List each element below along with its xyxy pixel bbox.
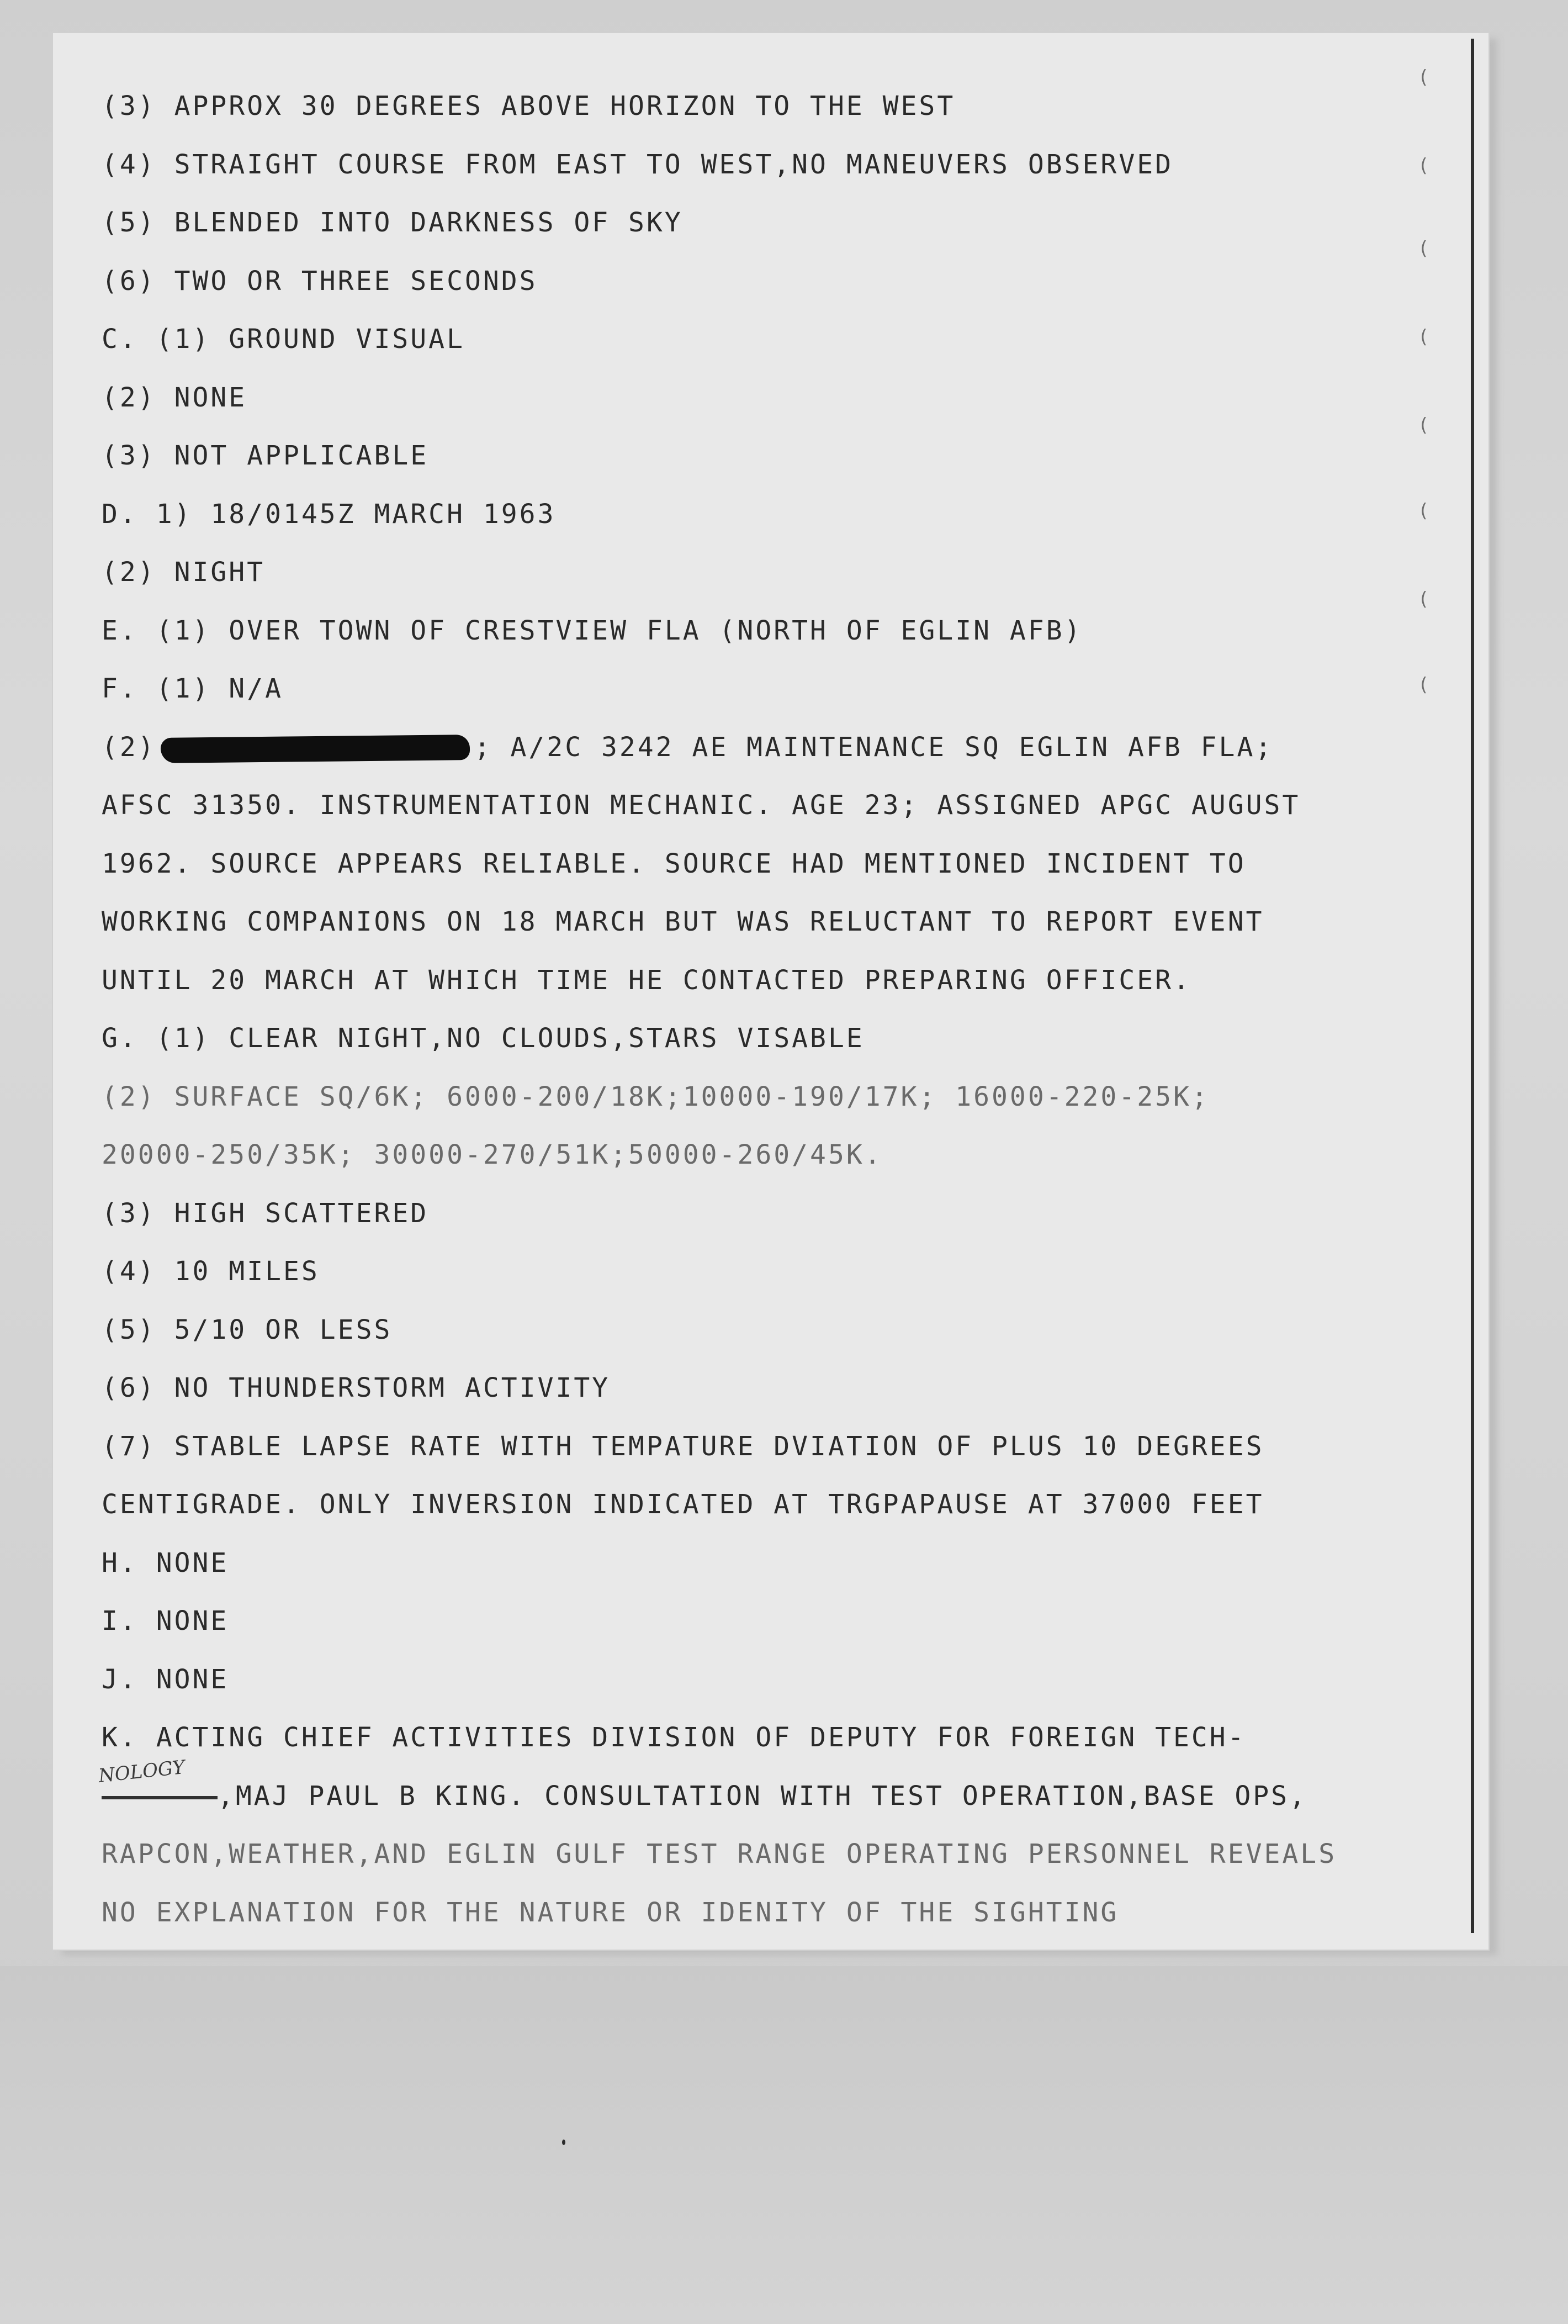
line-c1: C. (1) GROUND VISUAL [102,324,465,355]
handwritten-correction: NOLOGY [97,1756,186,1788]
margin-mark: ( [1418,326,1429,348]
margin-mark: ( [1418,155,1429,177]
line-g3: (3) HIGH SCATTERED [102,1197,429,1229]
line-no-explanation: NO EXPLANATION FOR THE NATURE OR IDENITY OF THE SIGHTING [102,1897,1119,1928]
line-i: I. NONE [102,1605,229,1636]
line-g5: (5) 5/10 OR LESS [102,1314,393,1345]
dust-speck [562,2140,565,2145]
line-f2-suffix: ; A/2C 3242 AE MAINTENANCE SQ EGLIN AFB FLA; [474,731,1274,763]
line-rapcon: RAPCON,WEATHER,AND EGLIN GULF TEST RANGE OPERATING PERSONNEL REVEALS [102,1839,1337,1869]
line-companions: WORKING COMPANIONS ON 18 MARCH BUT WAS RELUCTANT TO REPORT EVENT [102,906,1264,937]
page-right-edge-rule [1471,39,1474,1933]
line-c2: (2) NONE [102,382,247,413]
margin-mark: ( [1418,414,1429,436]
margin-mark: ( [1418,237,1429,260]
teletype-text-block [102,77,1405,1942]
line-b4: (4) STRAIGHT COURSE FROM EAST TO WEST,NO MANEUVERS OBSERVED [102,149,1174,180]
margin-mark: ( [1418,500,1429,522]
line-g1: G. (1) CLEAR NIGHT,NO CLOUDS,STARS VISABLE [102,1023,865,1054]
margin-mark: ( [1418,66,1429,88]
line-f1: F. (1) N/A [102,673,283,704]
line-g4: (4) 10 MILES [102,1256,320,1287]
line-source: 1962. SOURCE APPEARS RELIABLE. SOURCE HAD MENTIONED INCIDENT TO [102,848,1246,879]
line-until: UNTIL 20 MARCH AT WHICH TIME HE CONTACTED PREPARING OFFICER. [102,964,1191,996]
line-f2 [102,719,1405,777]
line-f2-prefix: (2) [102,731,156,763]
line-h: H. NONE [102,1547,229,1578]
overstrike-mark [102,1796,218,1799]
line-d2: (2) NIGHT [102,557,266,588]
margin-mark: ( [1418,674,1429,696]
photo-backdrop-lower [0,1966,1568,2324]
line-b5: (5) BLENDED INTO DARKNESS OF SKY [102,207,683,238]
line-g7-cont: CENTIGRADE. ONLY INVERSION INDICATED AT TRGPAPAUSE AT 37000 FEET [102,1489,1264,1520]
line-g2-cont: 20000-250/35K; 30000-270/51K;50000-260/45K. [102,1139,883,1170]
line-d1: D. 1) 18/0145Z MARCH 1963 [102,498,556,530]
line-c3: (3) NOT APPLICABLE [102,440,429,471]
line-g7: (7) STABLE LAPSE RATE WITH TEMPATURE DVIATION OF PLUS 10 DEGREES [102,1430,1264,1462]
redaction-bar [160,735,469,763]
line-g6: (6) NO THUNDERSTORM ACTIVITY [102,1372,611,1403]
line-k-cont-text: ,MAJ PAUL B KING. CONSULTATION WITH TEST OPERATION,BASE OPS, [218,1780,1307,1811]
margin-mark: ( [1418,588,1429,610]
line-j: J. NONE [102,1663,229,1695]
line-e1: E. (1) OVER TOWN OF CRESTVIEW FLA (NORTH OF EGLIN AFB) [102,615,1083,646]
line-g2: (2) SURFACE SQ/6K; 6000-200/18K;10000-190/17K; 16000-220-25K; [102,1081,1210,1112]
line-b3: (3) APPROX 30 DEGREES ABOVE HORIZON TO THE WEST [102,91,956,122]
line-afsc: AFSC 31350. INSTRUMENTATION MECHANIC. AGE 23; ASSIGNED APGC AUGUST [102,790,1301,821]
line-k-cont [102,1767,1405,1826]
line-k: K. ACTING CHIEF ACTIVITIES DIVISION OF DEPUTY FOR FOREIGN TECH- [102,1722,1246,1753]
line-b6: (6) TWO OR THREE SECONDS [102,265,538,297]
